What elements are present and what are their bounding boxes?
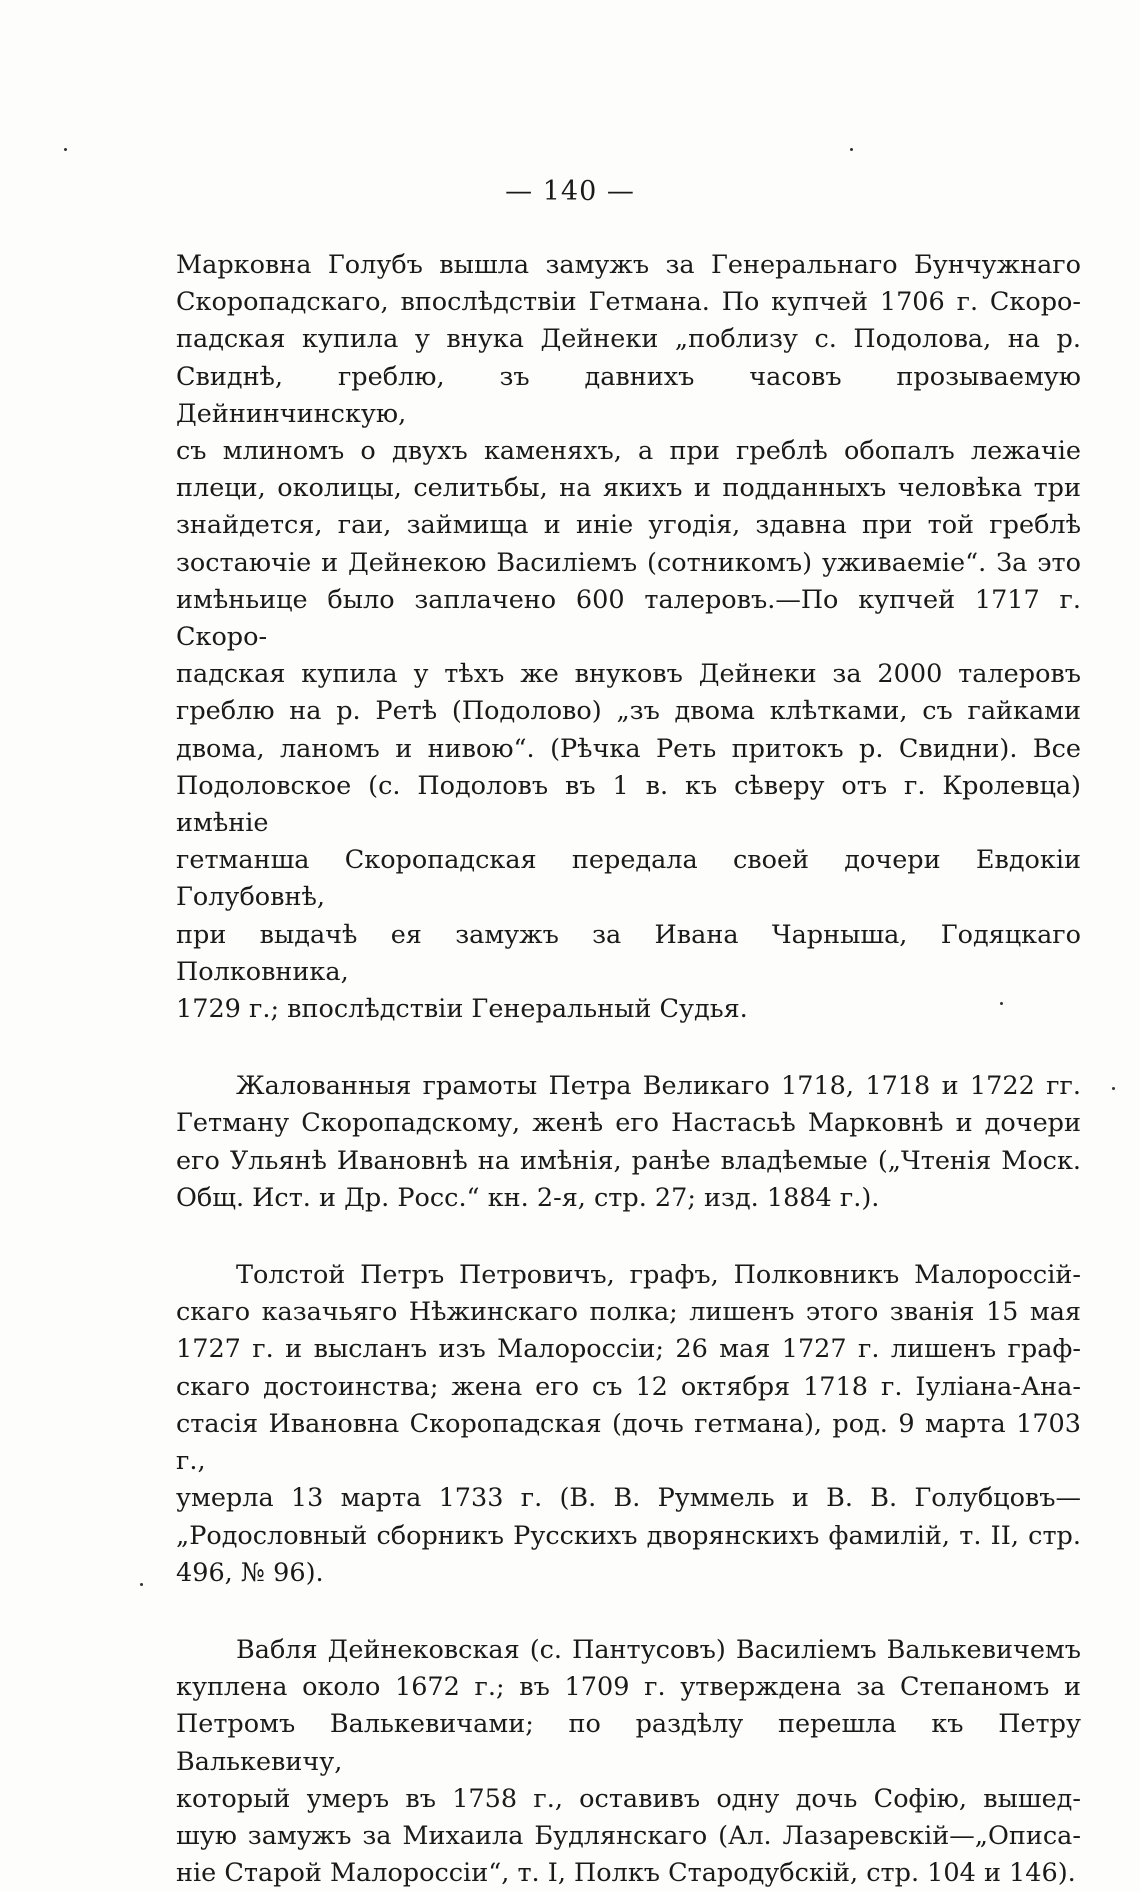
text-line: стасія Ивановна Скоропадская (дочь гетмана), род. 9 марта 1703 г., xyxy=(176,1408,1081,1477)
text-line: скаго достоинства; жена его съ 12 октября 1718 г. Іуліана-Ана- xyxy=(176,1371,1081,1402)
text-line: Подоловское (с. Подоловъ въ 1 в. къ сѣверу отъ г. Кролевца) имѣніе xyxy=(176,770,1081,839)
text-line: Петромъ Валькевичами; по раздѣлу перешла къ Петру Валькевичу, xyxy=(176,1709,1081,1777)
text-line: плеци, околицы, селитьбы, на якихъ и подданныхъ человѣка три xyxy=(176,473,1081,504)
text-line: гетманша Скоропадская передала своей дочери Евдокіи Голубовнѣ, xyxy=(176,845,1081,913)
text-line: Толстой Петръ Петровичъ, графъ, Полковникъ Малороссій- xyxy=(236,1260,1081,1291)
text-line: греблю на р. Ретѣ (Подолово) „зъ двома клѣтками, съ гайками xyxy=(176,696,1081,727)
ink-speck xyxy=(140,1583,143,1586)
text-line: знайдется, гаи, займища и иніе угодія, здавна при той греблѣ xyxy=(176,510,1081,541)
text-line: зостаючіе и Дейнекою Василіемъ (сотникомъ) уживаеміе“. За это xyxy=(176,547,1081,578)
ink-speck xyxy=(64,148,67,151)
text-line: скаго казачьяго Нѣжинскаго полка; лишенъ этого званія 15 мая xyxy=(176,1297,1081,1328)
text-line: съ млиномъ о двухъ каменяхъ, а при греблѣ обопалъ лежачіе xyxy=(176,436,1081,467)
text-line: Скоропадскаго, впослѣдствіи Гетмана. По купчей 1706 г. Скоро- xyxy=(176,287,1081,318)
paragraph-4 xyxy=(176,1632,1081,1892)
text-line: Вабля Дейнековская (с. Пантусовъ) Василіемъ Валькевичемъ xyxy=(236,1634,1081,1665)
text-line: куплена около 1672 г.; въ 1709 г. утверждена за Степаномъ и xyxy=(176,1672,1081,1703)
ink-speck xyxy=(1112,1087,1115,1090)
text-line: Марковна Голубъ вышла замужъ за Генеральнаго Бунчужнаго xyxy=(176,250,1081,280)
body-text xyxy=(176,247,1081,1892)
text-line: падская купила у тѣхъ же внуковъ Дейнеки за 2000 талеровъ xyxy=(176,659,1081,690)
page-number: — 140 — xyxy=(505,176,635,207)
text-line: ніе Старой Малороссіи“, т. I, Полкъ Стародубскій, стр. 104 и 146). xyxy=(176,1858,1076,1889)
text-line: при выдачѣ ея замужъ за Ивана Чарныша, Годяцкаго Полковника, xyxy=(176,919,1081,987)
text-line: его Ульянѣ Ивановнѣ на имѣнія, ранѣе владѣемые („Чтенія Моск. xyxy=(176,1145,1081,1176)
text-line: шую замужъ за Михаила Будлянскаго (Ал. Лазаревскій—„Описа- xyxy=(176,1820,1081,1851)
text-line: Гетману Скоропадскому, женѣ его Настасьѣ Марковнѣ и дочери xyxy=(176,1108,1081,1139)
ink-speck xyxy=(850,148,853,151)
text-line: 1729 г.; впослѣдствіи Генеральный Судья. xyxy=(176,994,748,1025)
text-line: имѣньице было заплачено 600 талеровъ.—По купчей 1717 г. Скоро- xyxy=(176,584,1081,653)
text-line: 1727 г. и высланъ изъ Малороссіи; 26 мая 1727 г. лишенъ граф- xyxy=(176,1334,1081,1365)
paragraph-2 xyxy=(176,1068,1081,1217)
text-line: „Родословный сборникъ Русскихъ дворянскихъ фамилій, т. II, стр. xyxy=(176,1520,1081,1551)
text-line: 496, № 96). xyxy=(176,1557,324,1588)
text-line: двома, ланомъ и нивою“. (Рѣчка Реть притокъ р. Свидни). Все xyxy=(176,733,1081,764)
paragraph-1 xyxy=(176,247,1081,1028)
text-line: Жалованныя грамоты Петра Великаго 1718, 1718 и 1722 гг. xyxy=(236,1071,1081,1102)
text-line: который умеръ въ 1758 г., оставивъ одну дочь Софію, вышед- xyxy=(176,1783,1081,1814)
text-line: Свиднѣ, греблю, зъ давнихъ часовъ прозываемую Дейнинчинскую, xyxy=(176,361,1081,429)
paragraph-3 xyxy=(176,1257,1081,1592)
ink-speck xyxy=(1000,1002,1003,1005)
text-line: падская купила у внука Дейнеки „поблизу с. Подолова, на р. xyxy=(176,324,1081,355)
text-line: умерла 13 марта 1733 г. (В. В. Руммель и В. В. Голубцовъ— xyxy=(176,1483,1081,1514)
text-line: Общ. Ист. и Др. Росс.“ кн. 2-я, стр. 27; изд. 1884 г.). xyxy=(176,1182,880,1213)
